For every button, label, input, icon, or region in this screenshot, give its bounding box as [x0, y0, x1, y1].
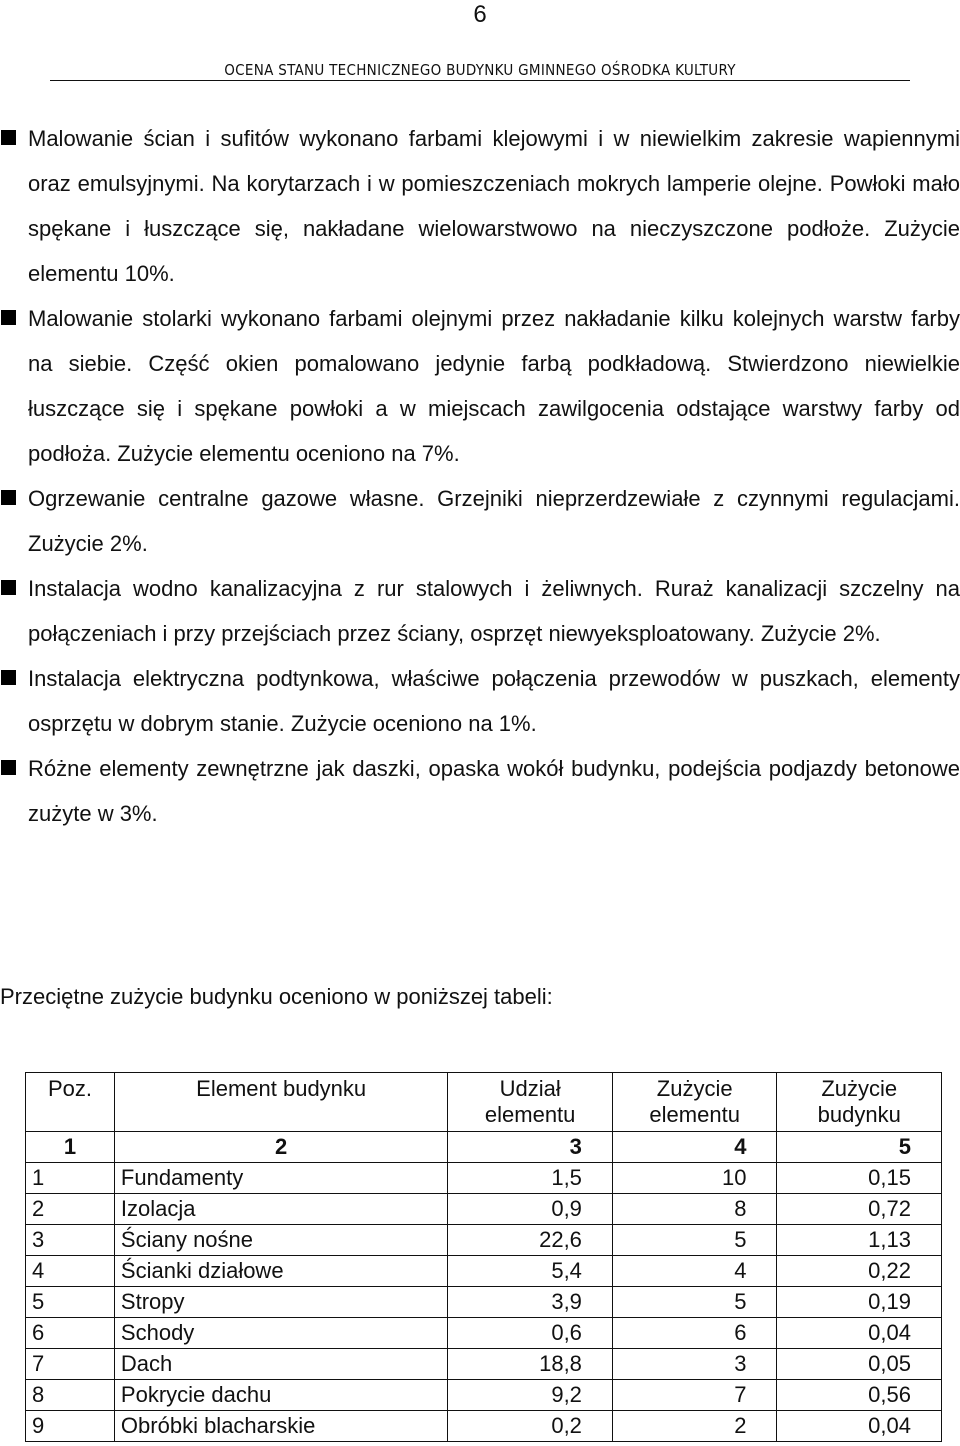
cell-element: Ściany nośne	[114, 1225, 447, 1256]
table-row	[26, 1194, 942, 1225]
cell-poz: 9	[26, 1411, 115, 1442]
square-bullet-icon	[1, 580, 16, 595]
header-element-wear: Zużycie elementu	[612, 1073, 777, 1132]
bullet-text: Ogrzewanie centralne gazowe własne. Grzejniki nieprzerdzewiałe z czynnymi regulacjami. Zużycie 2%.	[28, 486, 960, 556]
cell-element-wear: 3	[612, 1349, 777, 1380]
cell-element: Stropy	[114, 1287, 447, 1318]
header-building-wear: Zużycie budynku	[777, 1073, 942, 1132]
table-header-row	[26, 1073, 942, 1132]
cell-element: Ścianki działowe	[114, 1256, 447, 1287]
bullet-list	[28, 116, 960, 836]
column-number: 5	[777, 1132, 942, 1163]
column-number: 1	[26, 1132, 115, 1163]
cell-element-wear: 10	[612, 1163, 777, 1194]
bullet-text: Malowanie ścian i sufitów wykonano farbami klejowymi i w niewielkim zakresie wapiennymi oraz emulsyjnymi. Na korytarzach i w pomieszczeniach mokrych lamperie olejne. Powłoki mało spękane i łuszczące się, nakładane wielowarstwowo na nieczyszczone podłoże. Zużycie elementu 10%.	[28, 126, 960, 286]
cell-building-wear: 0,22	[777, 1256, 942, 1287]
header-divider	[50, 80, 910, 81]
page-number: 6	[473, 1, 487, 28]
bullet-item-electrical	[28, 656, 960, 746]
table-row	[26, 1411, 942, 1442]
cell-element: Izolacja	[114, 1194, 447, 1225]
cell-poz: 6	[26, 1318, 115, 1349]
cell-share: 9,2	[448, 1380, 613, 1411]
cell-element: Obróbki blacharskie	[114, 1411, 447, 1442]
cell-poz: 4	[26, 1256, 115, 1287]
cell-share: 1,5	[448, 1163, 613, 1194]
bullet-item-painting-joinery	[28, 296, 960, 476]
table-row	[26, 1256, 942, 1287]
table-body	[26, 1132, 942, 1442]
square-bullet-icon	[1, 670, 16, 685]
cell-building-wear: 0,15	[777, 1163, 942, 1194]
cell-poz: 8	[26, 1380, 115, 1411]
cell-share: 5,4	[448, 1256, 613, 1287]
summary-text: Przeciętne zużycie budynku oceniono w poniższej tabeli:	[0, 984, 553, 1009]
square-bullet-icon	[1, 310, 16, 325]
table-row	[26, 1349, 942, 1380]
cell-poz: 2	[26, 1194, 115, 1225]
cell-share: 0,9	[448, 1194, 613, 1225]
bullet-item-exterior	[28, 746, 960, 836]
cell-building-wear: 0,04	[777, 1411, 942, 1442]
cell-share: 0,2	[448, 1411, 613, 1442]
bullet-item-plumbing	[28, 566, 960, 656]
cell-share: 22,6	[448, 1225, 613, 1256]
cell-element: Dach	[114, 1349, 447, 1380]
column-number: 2	[114, 1132, 447, 1163]
wear-table	[25, 1072, 942, 1442]
cell-element-wear: 2	[612, 1411, 777, 1442]
bullet-item-heating	[28, 476, 960, 566]
cell-element: Fundamenty	[114, 1163, 447, 1194]
cell-building-wear: 0,04	[777, 1318, 942, 1349]
cell-element: Pokrycie dachu	[114, 1380, 447, 1411]
cell-element-wear: 6	[612, 1318, 777, 1349]
square-bullet-icon	[1, 490, 16, 505]
table-row	[26, 1318, 942, 1349]
table-row	[26, 1287, 942, 1318]
bullet-text: Różne elementy zewnętrzne jak daszki, opaska wokół budynku, podejścia podjazdy betonowe zużyte w 3%.	[28, 756, 960, 826]
cell-building-wear: 0,56	[777, 1380, 942, 1411]
header-element: Element budynku	[114, 1073, 447, 1132]
cell-building-wear: 0,05	[777, 1349, 942, 1380]
header-poz: Poz.	[26, 1073, 115, 1132]
table-row	[26, 1163, 942, 1194]
cell-share: 18,8	[448, 1349, 613, 1380]
cell-element-wear: 4	[612, 1256, 777, 1287]
column-number: 3	[448, 1132, 613, 1163]
cell-poz: 5	[26, 1287, 115, 1318]
column-number-row	[26, 1132, 942, 1163]
cell-element: Schody	[114, 1318, 447, 1349]
table-row	[26, 1380, 942, 1411]
cell-element-wear: 8	[612, 1194, 777, 1225]
square-bullet-icon	[1, 760, 16, 775]
cell-poz: 1	[26, 1163, 115, 1194]
column-number: 4	[612, 1132, 777, 1163]
bullet-text: Malowanie stolarki wykonano farbami olejnymi przez nakładanie kilku kolejnych warstw farby na siebie. Część okien pomalowano jedynie farbą podkładową. Stwierdzono niewielkie łuszczące się i spękane powłoki a w miejscach zawilgocenia odstające warstwy farby od podłoża. Zużycie elementu oceniono na 7%.	[28, 306, 960, 466]
square-bullet-icon	[1, 130, 16, 145]
cell-poz: 3	[26, 1225, 115, 1256]
bullet-text: Instalacja elektryczna podtynkowa, właściwe połączenia przewodów w puszkach, elementy osprzętu w dobrym stanie. Zużycie oceniono na 1%.	[28, 666, 960, 736]
header-share: Udział elementu	[448, 1073, 613, 1132]
cell-share: 0,6	[448, 1318, 613, 1349]
cell-building-wear: 0,72	[777, 1194, 942, 1225]
cell-building-wear: 1,13	[777, 1225, 942, 1256]
cell-share: 3,9	[448, 1287, 613, 1318]
bullet-item-painting-walls	[28, 116, 960, 296]
cell-element-wear: 5	[612, 1225, 777, 1256]
cell-element-wear: 5	[612, 1287, 777, 1318]
cell-element-wear: 7	[612, 1380, 777, 1411]
cell-building-wear: 0,19	[777, 1287, 942, 1318]
bullet-text: Instalacja wodno kanalizacyjna z rur stalowych i żeliwnych. Ruraż kanalizacji szczelny na połączeniach i przy przejściach przez ściany, osprzęt niewyeksploatowany. Zużycie 2%.	[28, 576, 960, 646]
cell-poz: 7	[26, 1349, 115, 1380]
running-header: OCENA STANU TECHNICZNEGO BUDYNKU GMINNEGO OŚRODKA KULTURY	[224, 61, 736, 79]
table-row	[26, 1225, 942, 1256]
